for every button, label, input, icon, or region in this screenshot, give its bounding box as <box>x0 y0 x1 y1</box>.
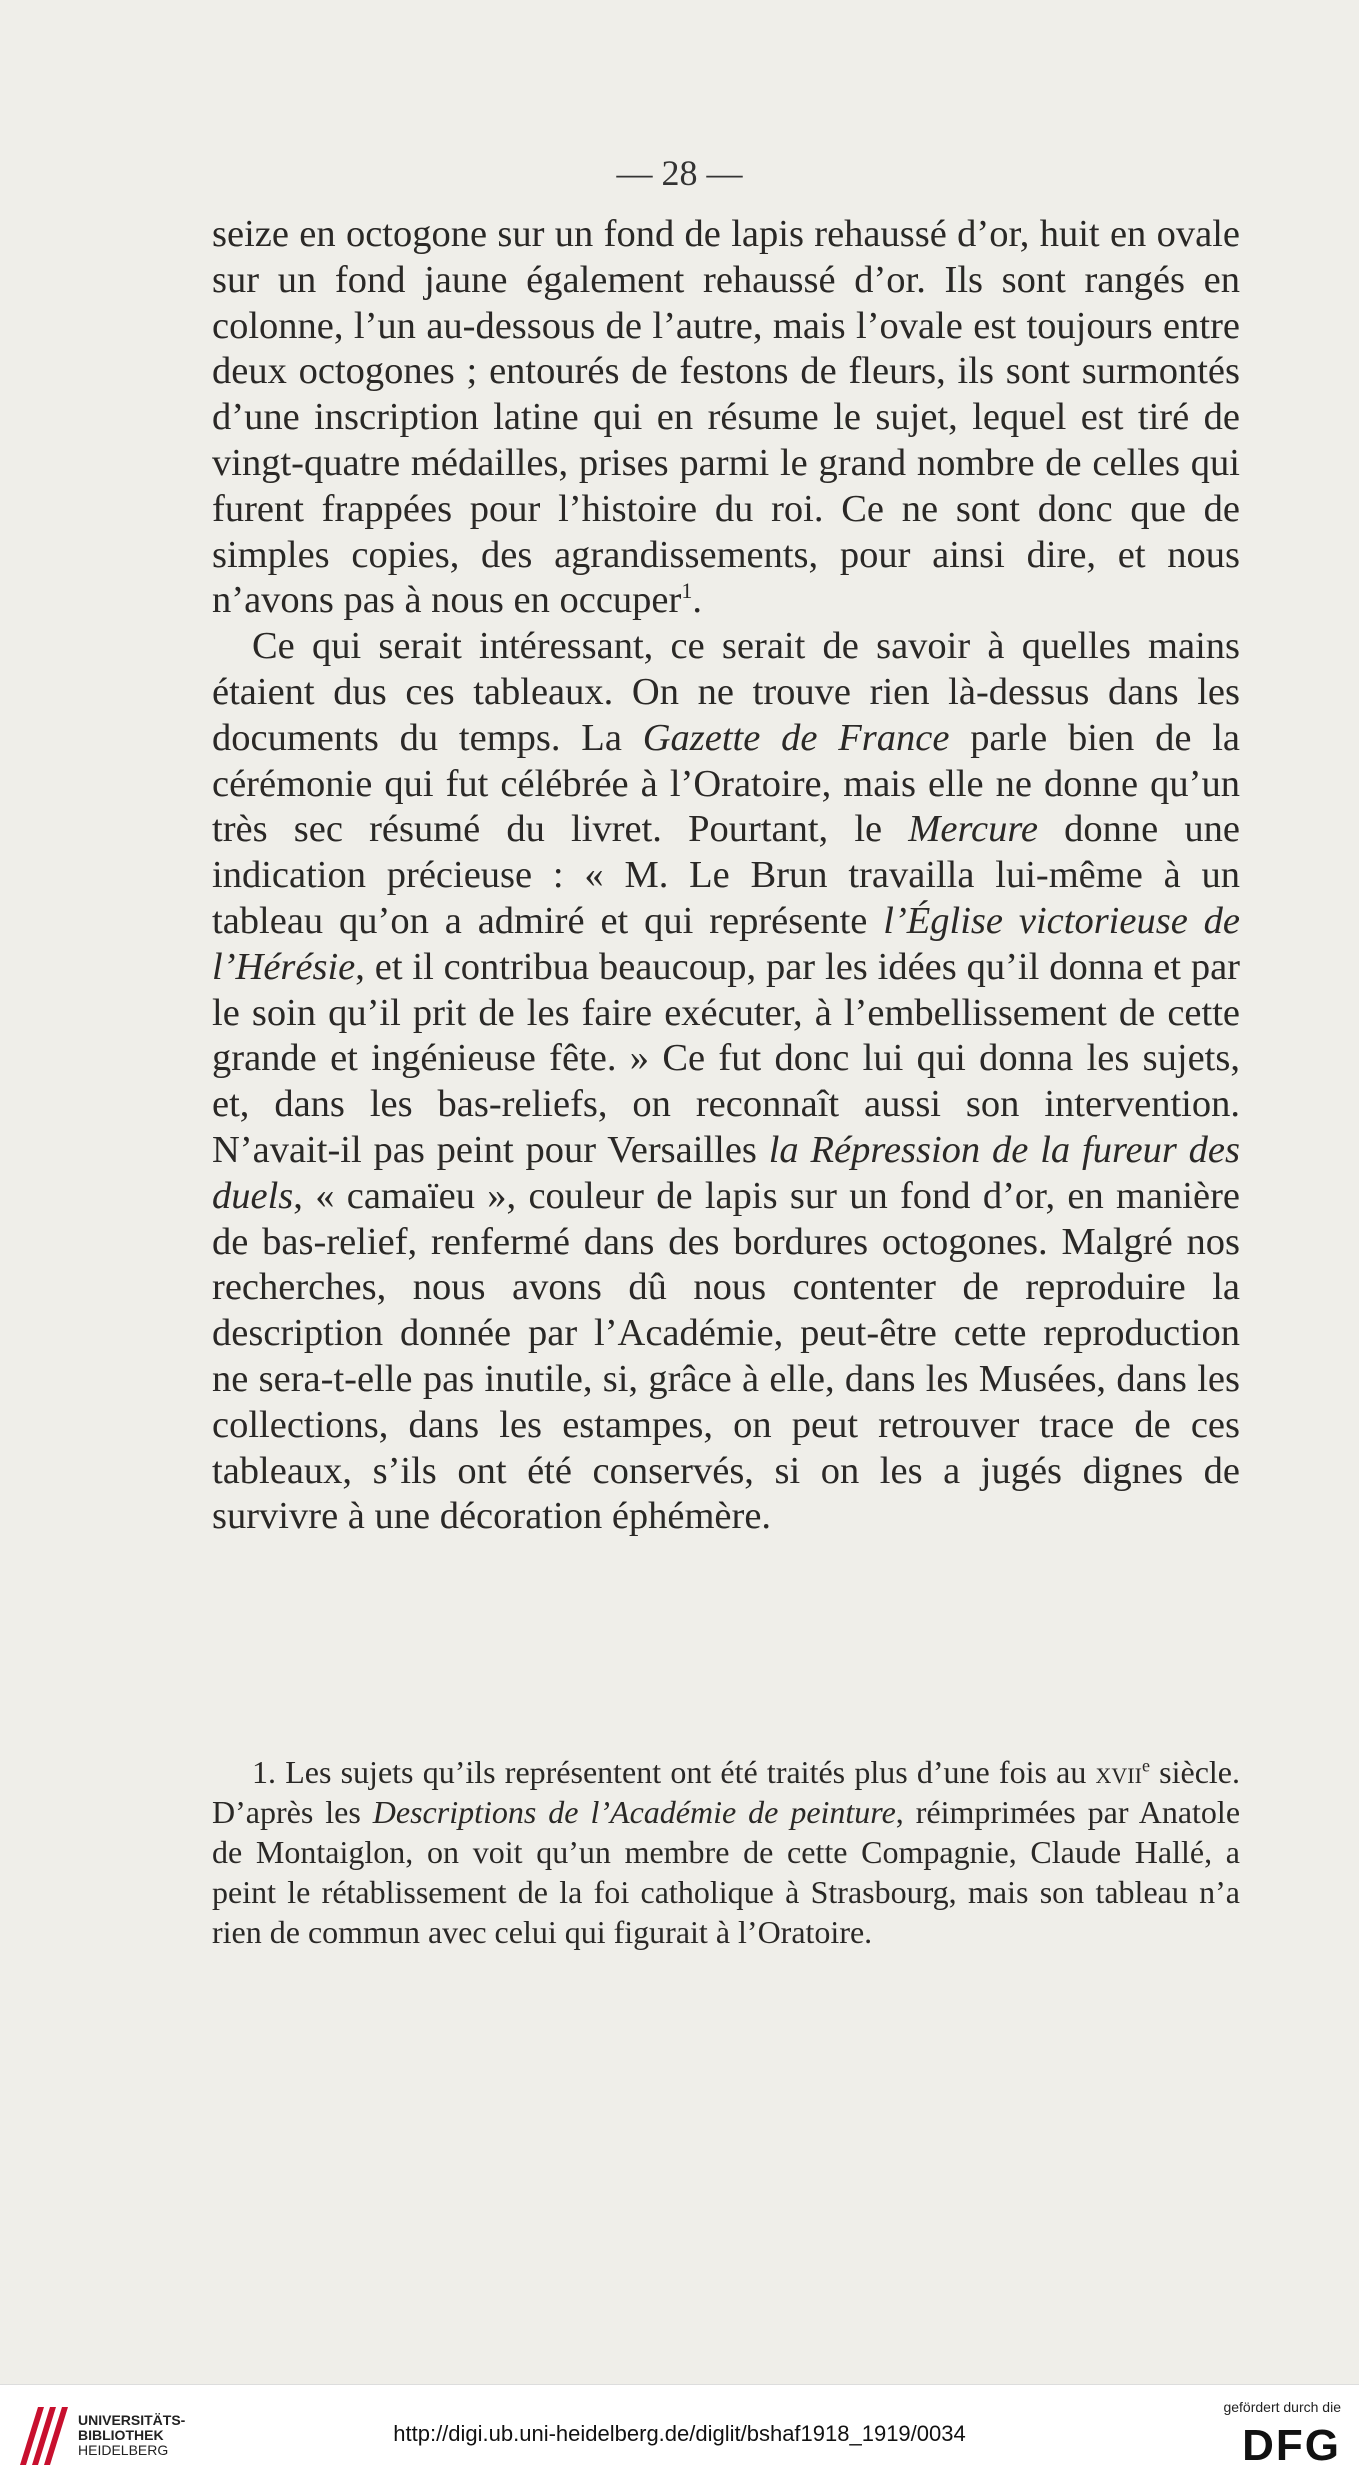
paragraph-1-text: seize en octogone sur un fond de lapis rehaussé d’or, huit en ovale sur un fond jaune également rehaussé d’or. Ils sont rangés en colonne, l’un au-dessous de l’autre, mais l’ovale est toujours entre deux octogones ; entourés de festons de fleurs, ils sont surmontés d’une inscription latine qui en résume le sujet, lequel est tiré de vingt-quatre médailles, prises parmi le grand nombre de celles qui furent frappées pour l’histoire du roi. Ce ne sont donc que de simples copies, des agrandissements, pour ainsi dire, et nous n’avons pas à nous en occuper <box>212 213 1240 622</box>
paragraph-2-text-d: , et il contribua beaucoup, par les idées qu’il donna et par le soin qu’il prit de les faire exécuter, à l’embellissement de cette grande et ingénieuse fête. » Ce fut donc lui qui donna les sujets, et, dans les bas-reliefs, on reconnaît aussi son intervention. N’avait-il pas peint pour Versailles <box>212 945 1240 1171</box>
footnote-1 <box>212 1752 1240 1952</box>
footnote-century: xvii <box>1095 1754 1142 1790</box>
body-text <box>212 212 1240 1540</box>
title-eglise: l’Église victorieuse de l’Hérésie <box>212 899 1240 988</box>
paragraph-2 <box>212 624 1240 1540</box>
footnote-century-sup: e <box>1141 1755 1150 1776</box>
library-name-line-1: UNIVERSITÄTS- <box>78 2412 186 2428</box>
document-url-link[interactable]: http://digi.ub.uni-heidelberg.de/diglit/bshaf1918_1919/0034 <box>393 2421 966 2446</box>
footnote-text-c: , réimprimées par Anatole de Montaiglon, on voit qu’un membre de cette Compagnie, Claude Hallé, a peint le rétablissement de la foi catholique à Strasbourg, mais son tableau n’a rien de commun avec celui qui figurait à l’Oratoire. <box>212 1794 1241 1950</box>
paragraph-2-text-b: parle bien de la cérémonie qui fut célébrée à l’Oratoire, mais elle ne donne qu’un très sec résumé du livret. Pourtant, le <box>212 716 1240 851</box>
dfg-logo[interactable]: DFG <box>1242 2421 1341 2470</box>
footnote-text-a: Les sujets qu’ils représentent ont été traités plus d’une fois au <box>276 1754 1096 1790</box>
title-descriptions: Descriptions de l’Académie de peinture <box>372 1794 896 1830</box>
footer-bar <box>0 2384 1359 2485</box>
footnote-reference[interactable]: 1 <box>681 578 693 604</box>
page-number: — 28 — <box>616 153 743 193</box>
title-gazette: Gazette de France <box>642 716 950 759</box>
library-name-line-2: BIBLIOTHEK <box>78 2427 164 2443</box>
footnote-number: 1. <box>252 1754 276 1790</box>
library-name-line-3: HEIDELBERG <box>78 2442 169 2458</box>
paragraph-1 <box>212 212 1240 624</box>
funder-caption: gefördert durch die <box>1223 2399 1341 2415</box>
paragraph-1-end: . <box>692 579 702 622</box>
footnote-text-b: siècle. D’après les <box>212 1754 1241 1830</box>
footnote <box>212 1752 1240 1952</box>
paragraph-2-text-c: donne une indication précieuse : « M. Le Brun travailla lui-même à un tableau qu’on a admiré et qui représente <box>212 808 1240 942</box>
title-mercure: Mercure <box>908 808 1038 851</box>
title-repression: la Répression de la fureur des duels <box>212 1128 1240 1217</box>
paragraph-2-text-e: , « camaïeu », couleur de lapis sur un fond d’or, en manière de bas-relief, renfermé dans des bordures octogones. Malgré nos recherches, nous avons dû nous contenter de reproduire la description donnée par l’Académie, peut-être cette reproduction ne sera-t-elle pas inutile, si, grâce à elle, dans les Musées, dans les collections, dans les estampes, on peut retrouver trace de ces tableaux, s’ils ont été conservés, si on les a jugés dignes de survivre à une décoration éphémère. <box>212 1174 1240 1538</box>
paragraph-2-text-a: Ce qui serait intéressant, ce serait de savoir à quelles mains étaient dus ces tableaux. On ne trouve rien là-dessus dans les documents du temps. La <box>212 625 1240 759</box>
